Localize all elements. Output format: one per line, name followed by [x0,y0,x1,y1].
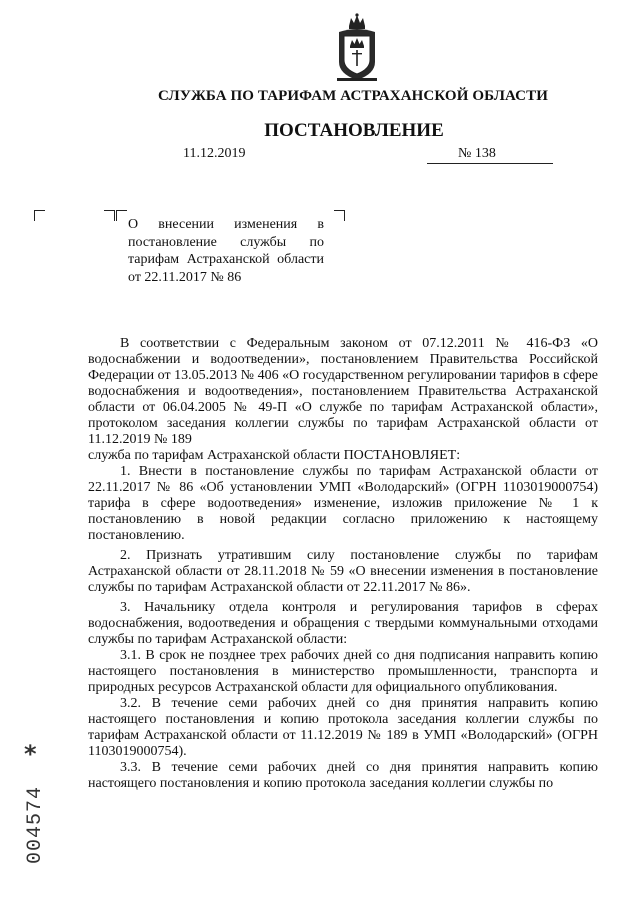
stamp-asterisk: * [24,740,37,768]
document-date: 11.12.2019 [183,146,246,161]
paragraph-1: 1. Внести в постановление службы по тарифам Астраханской области от 22.11.2017 № 86 «Об установлении УМП «Володарский» (ОГРН 1103019000754) тарифа в сфере водоотведения» изменение, изложив приложение № 1 к постановлению в новой редакции согласно приложению к настоящему постановлению. [88,464,598,543]
paragraph-3-1: 3.1. В срок не позднее трех рабочих дней со дня подписания направить копию настоящего постановления в министерство промышленности, транспорта и природных ресурсов Астраханской области для официального опубликования. [88,648,598,695]
corner-mark-left [34,210,45,221]
corner-mark-subject-right [334,210,345,221]
intro-paragraph: В соответствии с Федеральным законом от 07.12.2011 № 416-ФЗ «О водоснабжении и водоотведении», постановлением Правительства Российской Федерации от 13.05.2013 № 406 «О государственном регулировании тарифов в сфере водоснабжения и водоотведения», постановлением Правительства Астраханской области от 06.04.2005 № 49-П «О службе по тарифам Астраханской области», протоколом заседания коллегии службы по тарифам Астраханской области от 11.12.2019 № 189 [88,336,598,447]
coat-of-arms-emblem [331,12,383,84]
registration-stamp [16,740,56,864]
paragraph-3-3: 3.3. В течение семи рабочих дней со дня принятия направить копию настоящего постановления и копию протокола заседания коллегии службы по [88,760,598,791]
corner-mark-subject-left [116,210,127,221]
organization-title: СЛУЖБА ПО ТАРИФАМ АСТРАХАНСКОЙ ОБЛАСТИ [158,88,548,104]
paragraph-3: 3. Начальнику отдела контроля и регулирования тарифов в сферах водоснабжения, водоотведения и обращения с твердыми коммунальными отходами службы по тарифам Астраханской области: [88,600,598,647]
stamp-number: 004574 [24,785,47,864]
document-body [88,336,598,792]
resolve-line: служба по тарифам Астраханской области ПОСТАНОВЛЯЕТ: [88,448,461,463]
paragraph-2: 2. Признать утратившим силу постановление службы по тарифам Астраханской области от 28.11.2018 № 59 «О внесении изменения в постановление службы по тарифам Астраханской области от 22.11.2017 № 86». [88,548,598,595]
number-underline [427,163,553,164]
paragraph-3-2: 3.2. В течение семи рабочих дней со дня принятия направить копию настоящего постановления и копию протокола заседания коллегии службы по тарифам Астраханской области от 11.12.2019 № 189 в УМП «Володарский» (ОГРН 1103019000754). [88,696,598,759]
corner-mark-right [104,210,115,221]
document-type-title: ПОСТАНОВЛЕНИЕ [264,120,444,141]
document-number: № 138 [458,146,496,161]
document-subject: О внесении изменения в постановление службы по тарифам Астраханской области от 22.11.2017 № 86 [128,217,324,285]
